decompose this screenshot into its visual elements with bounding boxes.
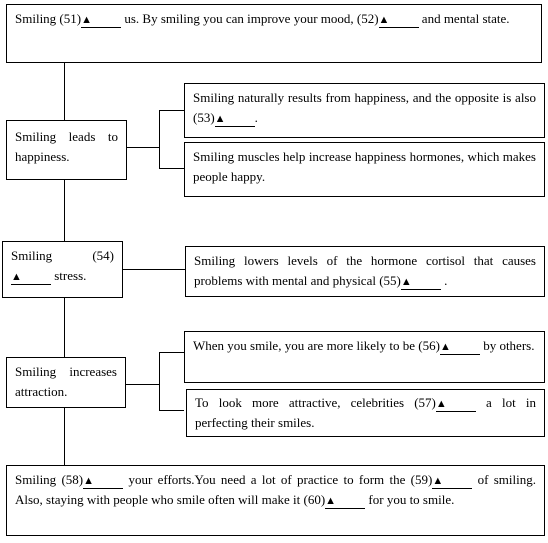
connector-stress-horizontal [123, 269, 185, 270]
blank-54[interactable] [11, 269, 51, 285]
blank-53[interactable] [215, 111, 255, 127]
intro-text-1: Smiling (51) [15, 11, 82, 26]
naturally-results-text-1: Smiling naturally results from happiness, and the opposite is also (53) [193, 90, 536, 125]
intro-text-2: us. By smiling you can improve your mood, (52) [121, 11, 379, 26]
blank-marker-icon: ▲ [439, 341, 451, 353]
muscles-hormones-box [184, 142, 545, 197]
attraction-box [6, 357, 126, 408]
blank-57[interactable] [436, 396, 476, 412]
blank-51[interactable] [81, 12, 121, 28]
connector-leads-horizontal [127, 147, 159, 148]
cortisol-text-1: Smiling lowers levels of the hormone cortisol that causes problems with mental and physical (55) [194, 253, 536, 288]
connector-attraction-bracket [159, 352, 160, 410]
connector-leads-top [159, 110, 184, 111]
stress-text-1: Smiling (54) [11, 248, 114, 263]
blank-marker-icon: ▲ [11, 271, 22, 283]
muscles-hormones-text: Smiling muscles help increase happiness hormones, which makes people happy. [193, 149, 536, 184]
celebrities-text-2: a lot in perfecting their smiles. [195, 395, 536, 430]
more-likely-box [184, 331, 545, 383]
efforts-text-1: Smiling (58) [15, 472, 84, 487]
cortisol-text-2: . [440, 273, 448, 288]
connector-leads-bracket [159, 110, 160, 168]
blank-marker-icon: ▲ [83, 475, 95, 487]
blank-55[interactable] [401, 274, 441, 290]
attraction-text: Smiling increases attraction. [15, 364, 117, 399]
celebrities-text-1: To look more attractive, celebrities (57) [195, 395, 436, 410]
leads-to-happiness-box [6, 120, 127, 180]
blank-58[interactable] [83, 473, 123, 489]
connector-attraction-top [159, 352, 184, 353]
leads-to-happiness-text: Smiling leads to happiness. [15, 129, 118, 164]
blank-marker-icon: ▲ [400, 276, 412, 288]
cortisol-box [185, 246, 545, 297]
blank-marker-icon: ▲ [81, 14, 92, 26]
celebrities-box [186, 389, 545, 437]
more-likely-text-1: When you smile, you are more likely to be (56) [193, 338, 440, 353]
stress-box [2, 241, 123, 298]
connector-attraction-bottom [159, 410, 184, 411]
more-likely-text-2: by others. [479, 338, 535, 353]
blank-marker-icon: ▲ [435, 398, 447, 410]
intro-box [6, 4, 542, 63]
efforts-box [6, 465, 545, 536]
efforts-text-2: your efforts.You need a lot of practice to form the (59) [123, 472, 433, 487]
blank-marker-icon: ▲ [214, 113, 226, 125]
efforts-text-3: of smiling. Also, staying with people who smile often will make it (60) [15, 472, 537, 507]
blank-marker-icon: ▲ [378, 14, 390, 26]
connector-attraction-horizontal [126, 384, 159, 385]
blank-marker-icon: ▲ [325, 495, 337, 507]
blank-60[interactable] [325, 493, 365, 509]
efforts-text-4: for you to smile. [365, 492, 455, 507]
naturally-results-box [184, 83, 545, 138]
blank-56[interactable] [440, 339, 480, 355]
intro-text-3: and mental state. [418, 11, 510, 26]
blank-marker-icon: ▲ [432, 475, 444, 487]
connector-leads-bottom [159, 168, 184, 169]
naturally-results-text-2: . [254, 110, 258, 125]
blank-52[interactable] [379, 12, 419, 28]
stress-text-2: stress. [51, 268, 87, 283]
blank-59[interactable] [432, 473, 472, 489]
